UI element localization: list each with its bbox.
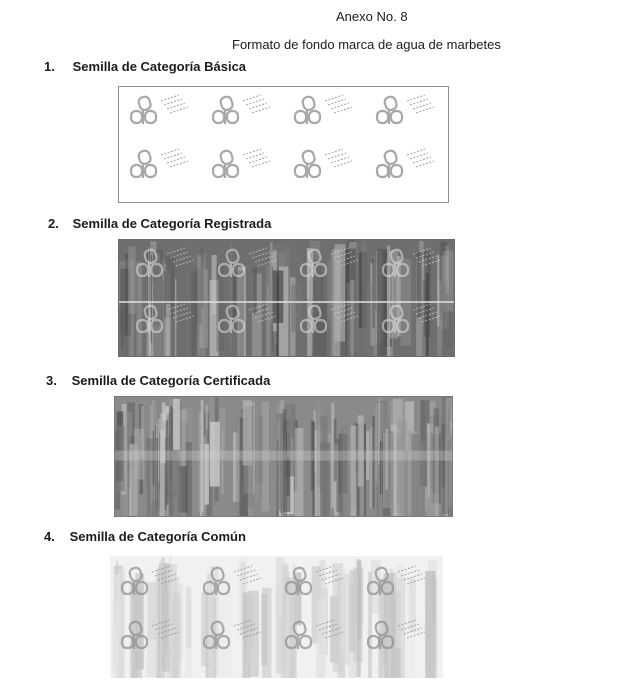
watermark-logo-icon — [131, 149, 188, 178]
section-1-label: Semilla de Categoría Básica — [72, 59, 247, 74]
section-1-heading — [44, 59, 246, 74]
watermark-logo-icon — [213, 95, 270, 124]
watermark-logo-icon — [213, 149, 270, 178]
section-3-label: Semilla de Categoría Certificada — [71, 373, 271, 388]
section-3-number: 3. — [46, 373, 57, 388]
section-2-label: Semilla de Categoría Registrada — [72, 216, 272, 231]
annex-title: Anexo No. 8 — [336, 9, 408, 24]
watermark-panel-certificada — [114, 396, 453, 517]
section-1-number: 1. — [44, 59, 55, 74]
watermark-panel-registrada — [118, 239, 455, 357]
watermark-logo-icon — [295, 95, 352, 124]
watermark-panel-comun — [110, 556, 443, 678]
section-4-number: 4. — [44, 529, 55, 544]
section-4-heading — [44, 529, 246, 544]
watermark-logo-icon — [131, 95, 188, 124]
watermark-panel-basica — [118, 86, 449, 203]
watermark-logo-icon — [295, 149, 352, 178]
section-2-number: 2. — [48, 216, 59, 231]
section-4-label: Semilla de Categoría Común — [69, 529, 246, 544]
section-2-heading — [48, 216, 271, 231]
section-3-heading — [46, 373, 270, 388]
watermark-logo-icon — [377, 149, 434, 178]
watermark-logo-icon — [377, 95, 434, 124]
annex-subtitle: Formato de fondo marca de agua de marbetes — [232, 37, 501, 52]
